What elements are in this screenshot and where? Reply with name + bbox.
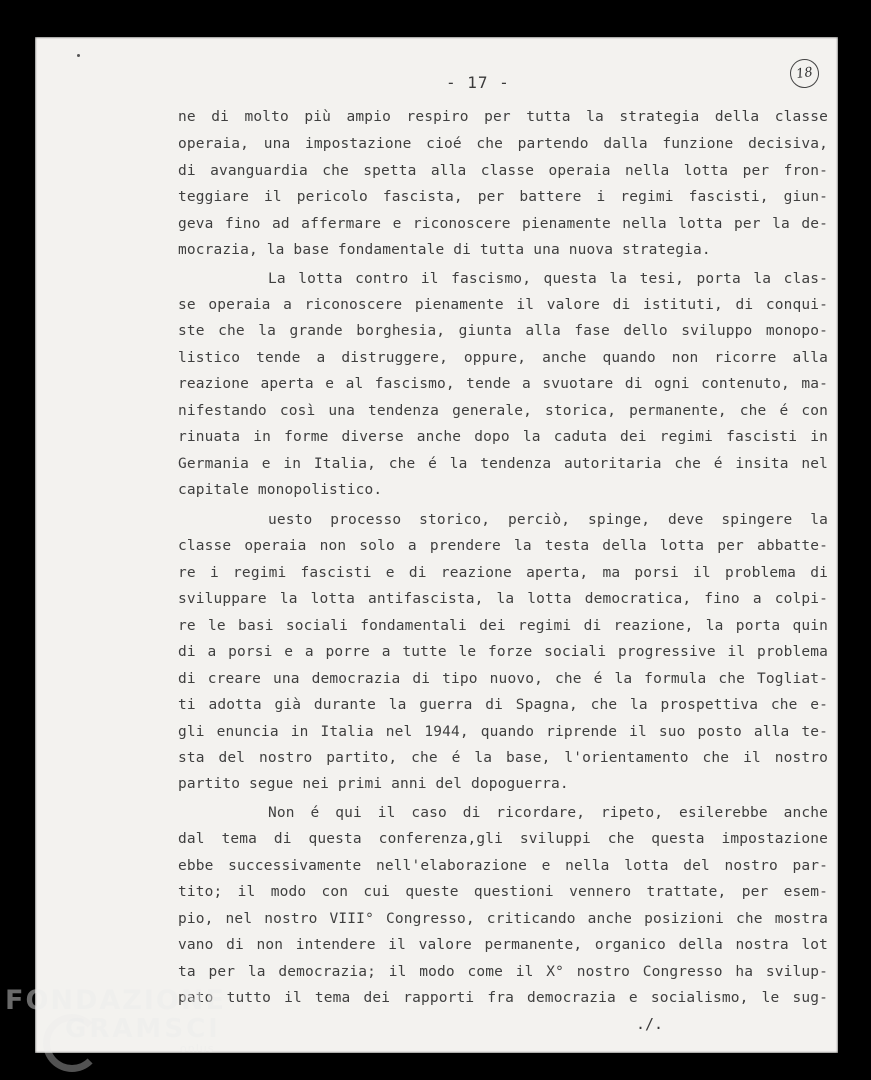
text-line: tito; il modo con cui queste questioni vennero trattate, per esem- bbox=[178, 884, 828, 900]
text-line: ste che la grande borghesia, giunta alla fase dello sviluppo monopo- bbox=[178, 323, 828, 339]
text-line: di avanguardia che spetta alla classe operaia nella lotta per fron- bbox=[178, 163, 828, 179]
text-line: re le basi sociali fondamentali dei regimi di reazione, la porta quin bbox=[178, 618, 828, 634]
text-line: sviluppare la lotta antifascista, la lotta democratica, fino a colpi- bbox=[178, 591, 828, 607]
paper-speck bbox=[77, 54, 80, 57]
watermark-logo bbox=[5, 986, 226, 1055]
text-line: ne di molto più ampio respiro per tutta la strategia della classe bbox=[178, 109, 828, 125]
text-line: mocrazia, la base fondamentale di tutta una nuova strategia. bbox=[178, 242, 711, 258]
text-line: operaia, una impostazione cioé che partendo dalla funzione decisiva, bbox=[178, 136, 828, 152]
text-line: uesto processo storico, perciò, spinge, deve spingere la bbox=[268, 512, 828, 528]
text-line: partito segue nei primi anni del dopoguerra. bbox=[178, 776, 569, 792]
text-line: listico tende a distruggere, oppure, anche quando non ricorre alla bbox=[178, 350, 828, 366]
text-line: rinuata in forme diverse anche dopo la caduta dei regimi fascisti in bbox=[178, 429, 828, 445]
text-line: re i regimi fascisti e di reazione aperta, ma porsi il problema di bbox=[178, 565, 828, 581]
watermark-line1: FONDAZIONE bbox=[5, 985, 226, 1016]
text-line: ti adotta già durante la guerra di Spagna, che la prospettiva che e- bbox=[178, 697, 828, 713]
text-line: se operaia a riconoscere pienamente il valore di istituti, di conqui- bbox=[178, 297, 828, 313]
text-line: classe operaia non solo a prendere la testa della lotta per abbatte- bbox=[178, 538, 828, 554]
text-line: capitale monopolistico. bbox=[178, 482, 383, 498]
text-line: dal tema di questa conferenza,gli sviluppi che questa impostazione bbox=[178, 831, 828, 847]
text-line: reazione aperta e al fascismo, tende a svuotare di ogni contenuto, ma- bbox=[178, 376, 828, 392]
text-line: di a porsi e a porre a tutte le forze sociali progressive il problema bbox=[178, 644, 828, 660]
text-line: ta per la democrazia; il modo come il X° nostro Congresso ha svilup- bbox=[178, 964, 828, 980]
text-line: gli enuncia in Italia nel 1944, quando riprende il suo posto alla te- bbox=[178, 724, 828, 740]
text-line: Non é qui il caso di ricordare, ripeto, esilerebbe anche bbox=[268, 805, 828, 821]
page-number: - 17 - bbox=[446, 73, 510, 92]
text-line: geva fino ad affermare e riconoscere pienamente nella lotta per la de- bbox=[178, 216, 828, 232]
text-line: Germania e in Italia, che é la tendenza autoritaria che é insita nel bbox=[178, 456, 828, 472]
text-line: ebbe successivamente nell'elaborazione e nella lotta del nostro par- bbox=[178, 858, 828, 874]
watermark-line2: GRAMSCI bbox=[65, 1014, 221, 1044]
archive-stamp: 18 bbox=[788, 57, 821, 90]
watermark-g-ring bbox=[43, 1014, 101, 1072]
watermark-line3: onlus bbox=[180, 1042, 215, 1055]
text-line: pio, nel nostro VIII° Congresso, criticando anche posizioni che mostra bbox=[178, 911, 828, 927]
text-line: di creare una democrazia di tipo nuovo, che é la formula che Togliat- bbox=[178, 671, 828, 687]
text-line: nifestando così una tendenza generale, storica, permanente, che é con bbox=[178, 403, 828, 419]
text-line: teggiare il pericolo fascista, per battere i regimi fascisti, giun- bbox=[178, 189, 828, 205]
text-line: pato tutto il tema dei rapporti fra democrazia e socialismo, le sug- bbox=[178, 990, 828, 1006]
text-line: sta del nostro partito, che é la base, l'orientamento che il nostro bbox=[178, 750, 828, 766]
text-line: vano di non intendere il valore permanente, organico della nostra lot bbox=[178, 937, 828, 953]
continuation-mark: ./. bbox=[636, 1015, 664, 1033]
text-line: La lotta contro il fascismo, questa la tesi, porta la clas- bbox=[268, 271, 828, 287]
